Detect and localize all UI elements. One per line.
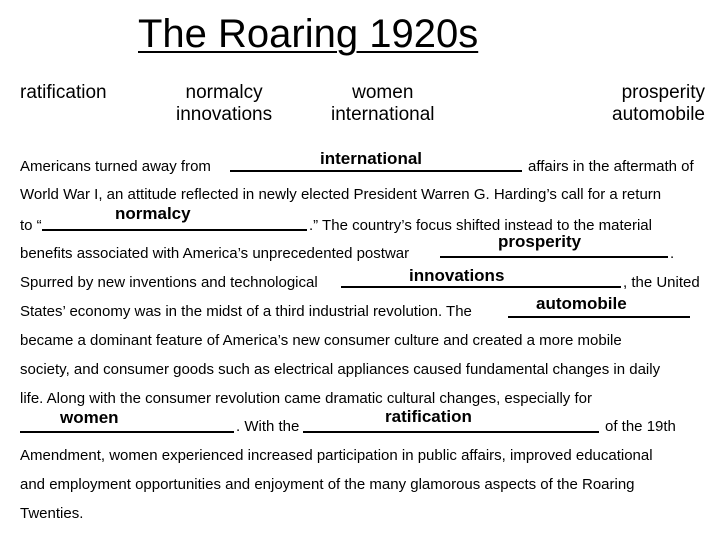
word-bank-col-1 (20, 82, 107, 104)
word-bank-col-4 (612, 82, 705, 126)
passage-line: of the 19th (605, 418, 676, 435)
answer-text: prosperity (498, 232, 582, 251)
passage-line: benefits associated with America’s unprecedented postwar (20, 245, 410, 262)
word-bank-term: automobile (612, 104, 705, 125)
passage-line: Americans turned away from (20, 158, 211, 175)
word-bank-term: innovations (176, 104, 273, 125)
passage-line: . With the (236, 418, 300, 435)
passage-line: .” The country’s focus shifted instead to the material (309, 217, 652, 234)
word-bank-term: international (331, 104, 435, 125)
word-bank-term: prosperity (621, 82, 705, 103)
passage-line: society, and consumer goods such as electrical appliances caused fundamental changes in daily (20, 361, 661, 378)
answer-text: innovations (409, 266, 505, 285)
answer-blank[interactable] (20, 431, 234, 433)
answer-text: automobile (536, 294, 627, 313)
word-bank-term: ratification (20, 82, 107, 103)
answer-text: international (320, 149, 423, 168)
answer-text: ratification (385, 407, 472, 426)
answer-blank[interactable] (341, 286, 621, 288)
passage-line: life. Along with the consumer revolution came dramatic cultural changes, especially for (20, 390, 592, 407)
answer-blank[interactable] (230, 170, 522, 172)
word-bank-term: normalcy (185, 82, 263, 103)
passage-line: States’ economy was in the midst of a third industrial revolution. The (20, 303, 472, 320)
word-bank-col-2 (176, 82, 272, 126)
passage-line: affairs in the aftermath of (528, 158, 694, 175)
answer-blank[interactable] (303, 431, 599, 433)
answer-blank[interactable] (440, 256, 668, 258)
passage-line: World War I, an attitude reflected in newly elected President Warren G. Harding’s call for a return (20, 186, 662, 203)
passage-line: and employment opportunities and enjoyment of the many glamorous aspects of the Roaring (20, 476, 635, 493)
page-title: The Roaring 1920s (138, 12, 479, 56)
word-bank-term: women (352, 82, 414, 103)
passage-line: to “ (20, 217, 42, 234)
passage-line: became a dominant feature of America’s new consumer culture and created a more mobile (20, 332, 622, 349)
passage-line: Twenties. (20, 505, 84, 522)
passage-line: , the United (623, 274, 700, 291)
passage-line: . (670, 245, 675, 262)
answer-text: women (60, 408, 119, 427)
passage-line: Spurred by new inventions and technological (20, 274, 318, 291)
word-bank-col-3 (331, 82, 435, 126)
answer-text: normalcy (115, 204, 191, 223)
passage-line: Amendment, women experienced increased participation in public affairs, improved educational (20, 447, 653, 464)
answer-blank[interactable] (42, 229, 307, 231)
answer-blank[interactable] (508, 316, 690, 318)
